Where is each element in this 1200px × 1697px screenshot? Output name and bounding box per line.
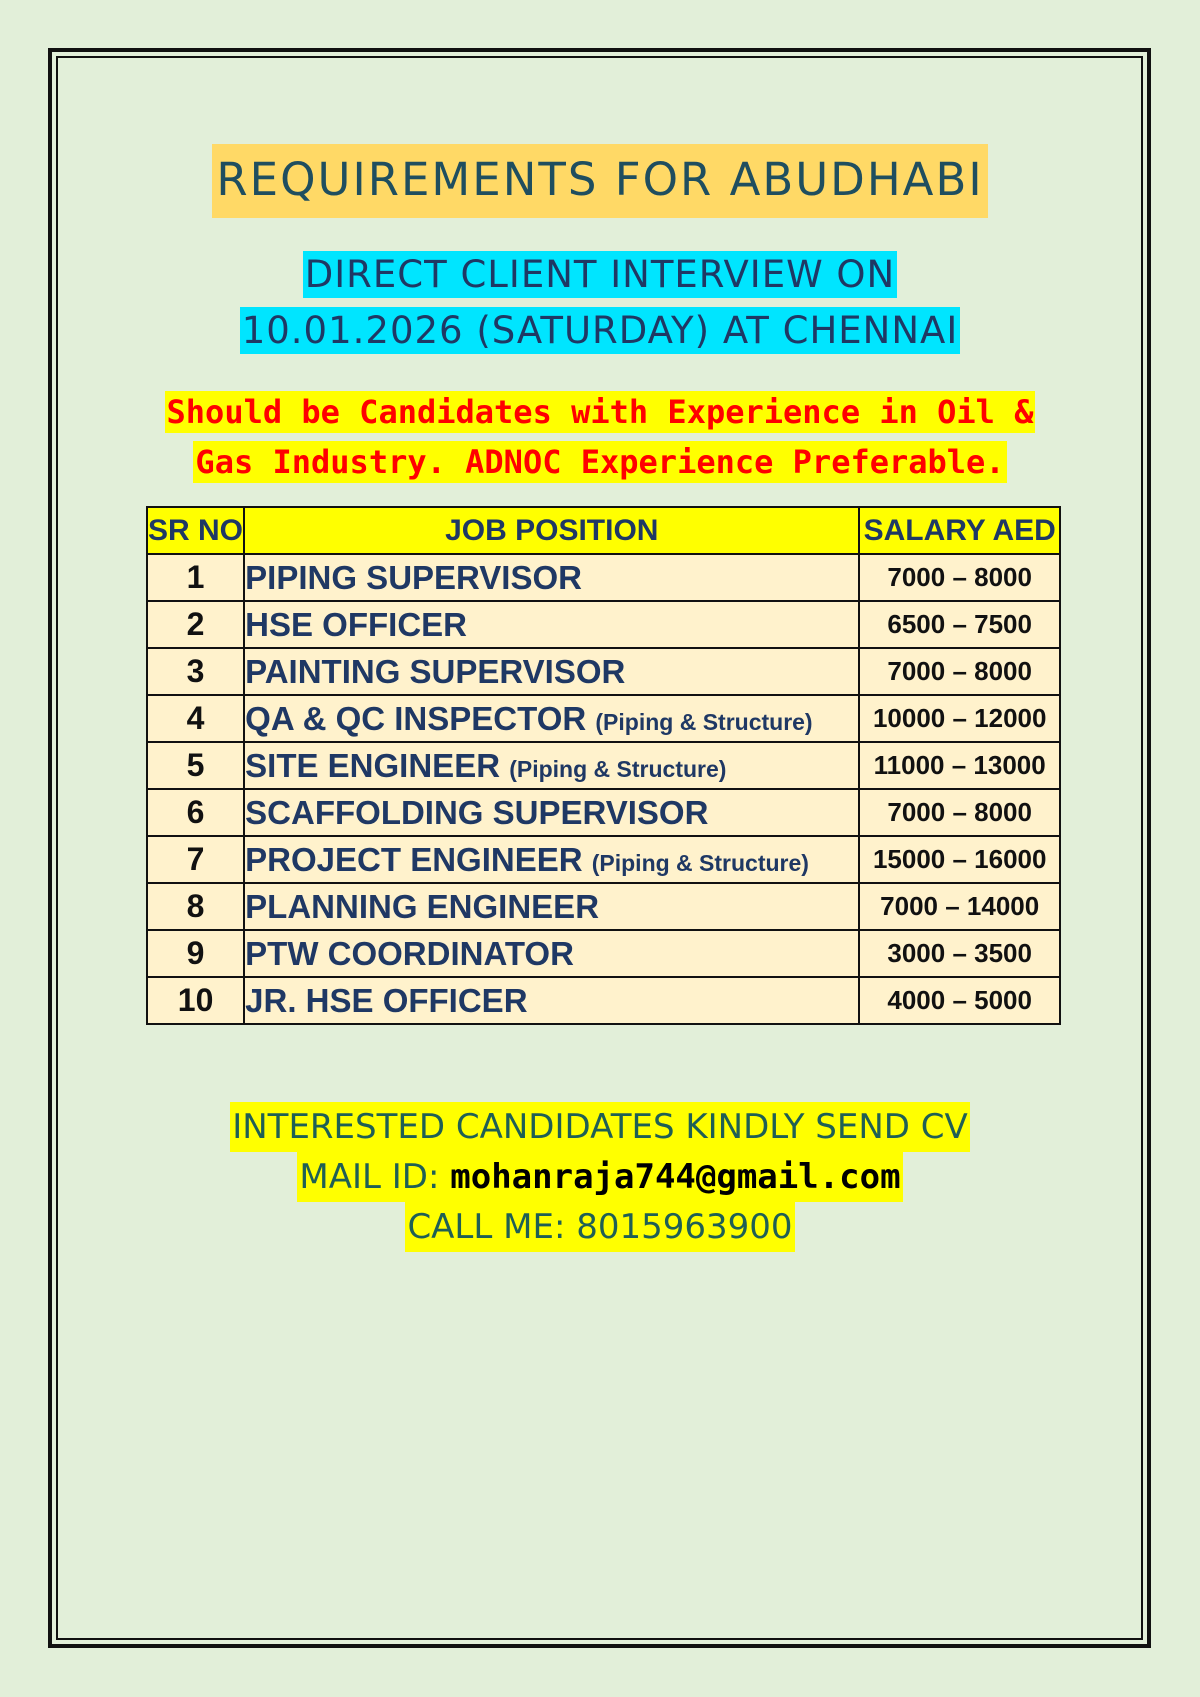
row-salary: 11000 – 13000 [859, 742, 1060, 789]
contact-block [0, 1102, 1200, 1252]
table-row [147, 601, 1060, 648]
row-sr-no: 7 [147, 836, 244, 883]
row-job-position [244, 695, 859, 742]
row-job-position [244, 883, 859, 930]
row-job-position [244, 554, 859, 601]
page-title: REQUIREMENTS FOR ABUDHABI [212, 144, 987, 218]
send-cv-line: INTERESTED CANDIDATES KINDLY SEND CV [230, 1102, 970, 1152]
job-title: SITE ENGINEER [245, 746, 501, 784]
header-job-position: JOB POSITION [244, 507, 859, 554]
table-header-row [147, 507, 1060, 554]
job-note: (Piping & Structure) [591, 849, 809, 876]
job-note: (Piping & Structure) [595, 708, 813, 735]
table-row [147, 695, 1060, 742]
call-value[interactable]: 8015963900 [576, 1207, 793, 1247]
table-row [147, 883, 1060, 930]
row-sr-no: 6 [147, 789, 244, 836]
row-job-position [244, 930, 859, 977]
job-title: PTW COORDINATOR [245, 934, 574, 972]
table-body [147, 554, 1060, 1024]
table-row [147, 836, 1060, 883]
table-row [147, 930, 1060, 977]
row-salary: 7000 – 14000 [859, 883, 1060, 930]
requirement-line-1: Should be Candidates with Experience in Oil & [166, 393, 1034, 431]
row-sr-no: 10 [147, 977, 244, 1024]
requirement-block [0, 387, 1200, 487]
row-sr-no: 1 [147, 554, 244, 601]
requirement-line-2: Gas Industry. ADNOC Experience Preferable. [195, 443, 1005, 481]
row-job-position [244, 836, 859, 883]
mail-line [297, 1152, 902, 1202]
table-row [147, 554, 1060, 601]
row-job-position [244, 789, 859, 836]
row-job-position [244, 601, 859, 648]
header-sr-no: SR NO [147, 507, 244, 554]
job-title: QA & QC INSPECTOR [245, 699, 587, 737]
row-sr-no: 9 [147, 930, 244, 977]
row-sr-no: 3 [147, 648, 244, 695]
row-salary: 15000 – 16000 [859, 836, 1060, 883]
table-row [147, 648, 1060, 695]
header-salary: SALARY AED [859, 507, 1060, 554]
interview-line-1: DIRECT CLIENT INTERVIEW ON [304, 253, 896, 296]
row-salary: 7000 – 8000 [859, 648, 1060, 695]
job-title: JR. HSE OFFICER [245, 981, 528, 1019]
call-line [405, 1202, 794, 1252]
job-title: PAINTING SUPERVISOR [245, 652, 626, 690]
mail-value[interactable]: mohanraja744@gmail.com [450, 1157, 901, 1197]
job-title: PROJECT ENGINEER [245, 840, 583, 878]
row-sr-no: 8 [147, 883, 244, 930]
row-salary: 10000 – 12000 [859, 695, 1060, 742]
interview-line-2: 10.01.2026 (SATURDAY) AT CHENNAI [241, 309, 959, 352]
jobs-table [146, 506, 1061, 1025]
table-row [147, 789, 1060, 836]
title-block [0, 144, 1200, 218]
row-salary: 3000 – 3500 [859, 930, 1060, 977]
call-label: CALL ME: [407, 1207, 566, 1247]
row-salary: 4000 – 5000 [859, 977, 1060, 1024]
row-job-position [244, 648, 859, 695]
table-row [147, 742, 1060, 789]
row-salary: 7000 – 8000 [859, 789, 1060, 836]
job-note: (Piping & Structure) [509, 755, 727, 782]
job-title: PIPING SUPERVISOR [245, 558, 582, 596]
table-row [147, 977, 1060, 1024]
row-salary: 6500 – 7500 [859, 601, 1060, 648]
row-salary: 7000 – 8000 [859, 554, 1060, 601]
job-title: HSE OFFICER [245, 605, 468, 643]
job-title: PLANNING ENGINEER [245, 887, 600, 925]
row-sr-no: 2 [147, 601, 244, 648]
row-sr-no: 5 [147, 742, 244, 789]
row-sr-no: 4 [147, 695, 244, 742]
mail-label: MAIL ID: [299, 1157, 440, 1197]
job-title: SCAFFOLDING SUPERVISOR [245, 793, 709, 831]
row-job-position [244, 977, 859, 1024]
row-job-position [244, 742, 859, 789]
interview-block [0, 247, 1200, 359]
